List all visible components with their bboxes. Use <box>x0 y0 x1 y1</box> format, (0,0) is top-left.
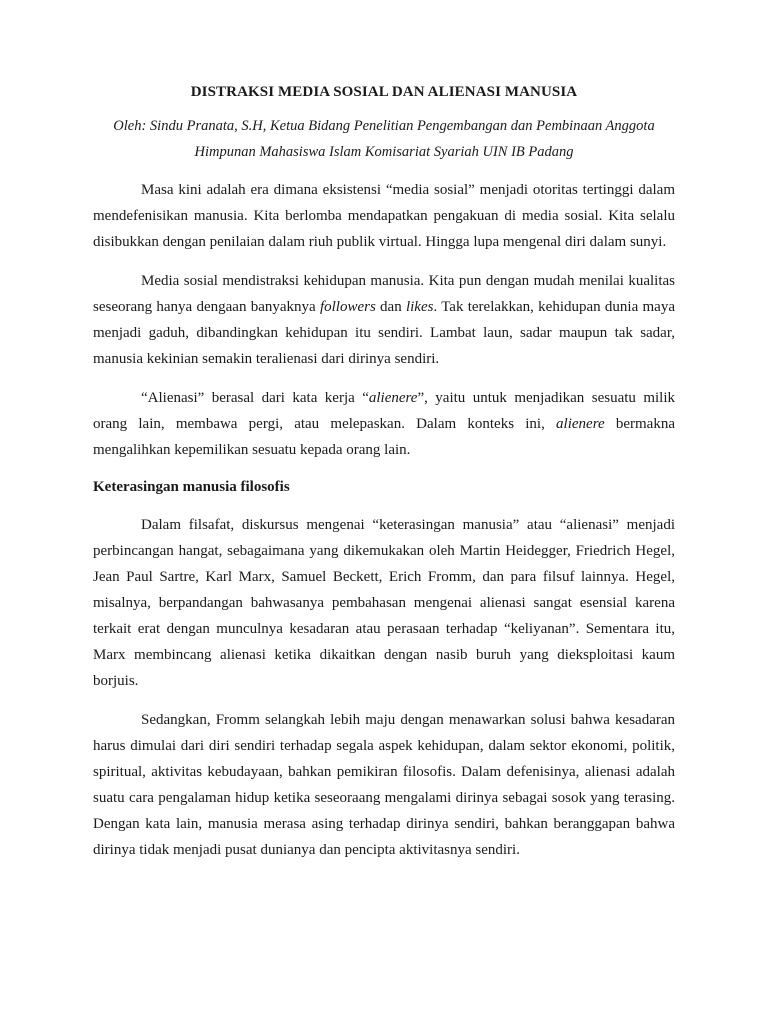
paragraph-3-text-a: “Alienasi” berasal dari kata kerja “ <box>141 390 369 406</box>
paragraph-3 <box>93 385 675 463</box>
paragraph-3-text-c: bermakna mengalihkan kepemilikan sesuatu kepada orang lain. <box>93 416 675 458</box>
byline-line-2: Himpunan Mahasiswa Islam Komisariat Syariah UIN IB Padang <box>194 144 574 160</box>
paragraph-4: Dalam filsafat, diskursus mengenai “keterasingan manusia” atau “alienasi” menjadi perbincangan hangat, sebagaimana yang dikemukakan oleh Martin Heidegger, Friedrich Hegel, Jean Paul Sartre, Karl Marx, Samuel Beckett, Erich Fromm, dan para filsuf lainnya. Hegel, misalnya, berpandangan bahwasanya pembahasan mengenai alienasi sangat esensial karena terkait erat dengan munculnya kesadaran atau perasaan terhadap “keliyanan”. Sementara itu, Marx membincang alienasi ketika dikaitkan dengan nasib buruh yang dieksploitasi kaum borjuis. <box>93 517 675 689</box>
paragraph-3-text-b: ”, yaitu untuk menjadikan sesuatu milik orang lain, membawa pergi, atau melepaskan. Dalam konteks ini, <box>93 390 675 432</box>
term-alienere-2: alienere <box>556 416 605 432</box>
byline-line-1: Oleh: Sindu Pranata, S.H, Ketua Bidang Penelitian Pengembangan dan Pembinaan Anggota <box>113 118 655 134</box>
paragraph-2 <box>93 268 675 372</box>
paragraph-2-text-b: dan <box>375 299 406 315</box>
paragraph-5: Sedangkan, Fromm selangkah lebih maju dengan menawarkan solusi bahwa kesadaran harus dimulai dari diri sendiri terhadap segala aspek kehidupan, dalam sektor ekonomi, politik, spiritual, aktivitas kebudayaan, bahkan pemikiran filosofis. Dalam defenisinya, alienasi adalah suatu cara pengalaman hidup ketika seseoraang mengalami dirinya sebagai sosok yang terasing. Dengan kata lain, manusia merasa asing terhadap dirinya sendiri, bahkan beranggapan bahwa dirinya tidak menjadi pusat dunianya dan pencipta aktivitasnya sendiri. <box>93 712 675 858</box>
paragraph-2-text-a: Media sosial mendistraksi kehidupan manusia. Kita pun dengan mudah menilai kualitas seseorang hanya dengaan banyaknya <box>93 273 675 315</box>
paragraph-2-text-c: . Tak terelakkan, kehidupan dunia maya menjadi gaduh, dibandingkan kehidupan itu sendiri. Lambat laun, sadar maupun tak sadar, manusia kekinian semakin teralienasi dari dirinya sendiri. <box>93 299 675 367</box>
paragraph-1: Masa kini adalah era dimana eksistensi “media sosial” menjadi otoritas tertinggi dalam mendefenisikan manusia. Kita berlomba mendapatkan pengakuan di media sosial. Kita selalu disibukkan dengan penilaian dalam riuh publik virtual. Hingga lupa mengenal diri dalam sunyi. <box>93 182 675 250</box>
section-heading: Keterasingan manusia filosofis <box>93 479 290 495</box>
author-byline <box>93 113 675 165</box>
term-followers: followers <box>319 299 376 315</box>
document-title: DISTRAKSI MEDIA SOSIAL DAN ALIENASI MANUSIA <box>190 84 578 100</box>
term-likes: likes <box>405 299 434 315</box>
term-alienere-1: alienere <box>368 390 418 406</box>
document-page <box>93 84 675 876</box>
